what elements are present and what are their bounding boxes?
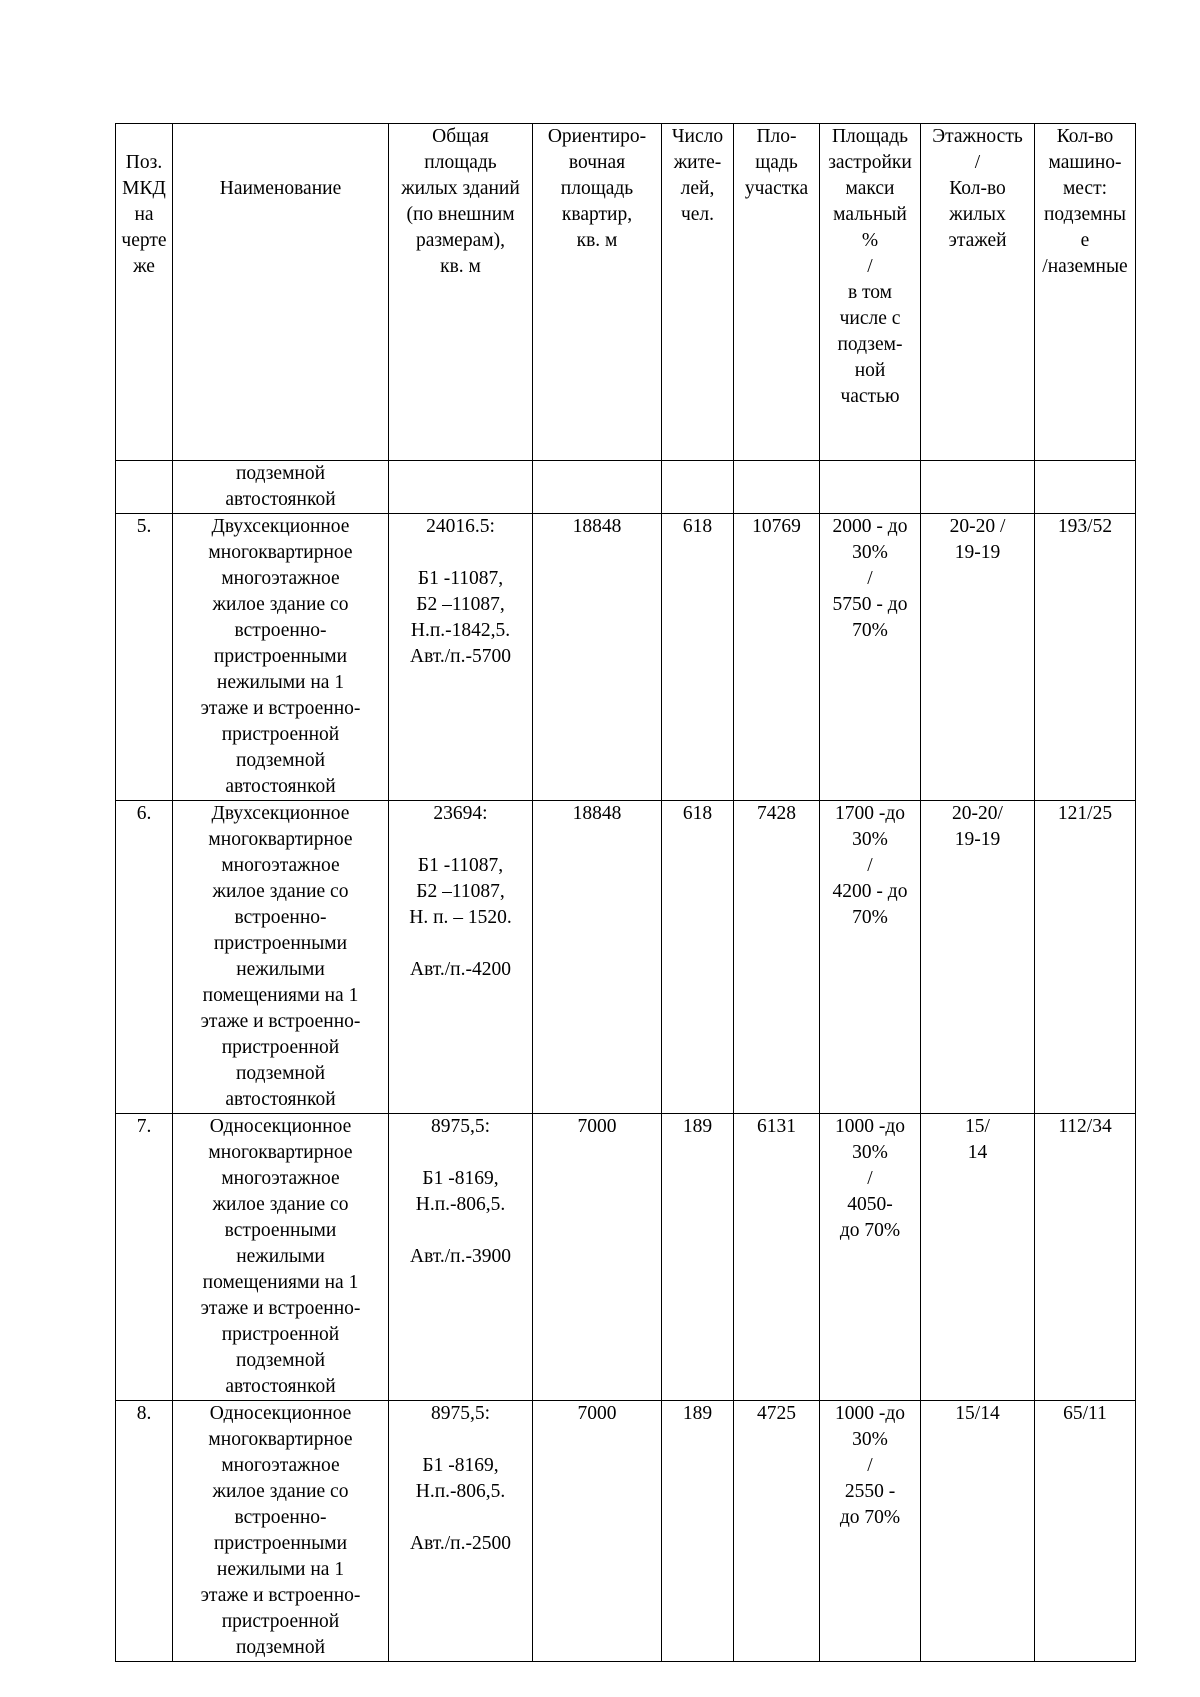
header-cell-plot-area: Пло- щадь участка: [734, 124, 820, 461]
cell-parking: 112/34: [1035, 1114, 1136, 1401]
header-cell-residents: Число жите- лей, чел.: [662, 124, 734, 461]
table-row: [116, 1401, 1136, 1662]
cell-name: Односекционное многоквартирное многоэтажное жилое здание со встроенно- пристроенными нежилыми на 1 этаже и встроенно- пристроенной подземной: [173, 1401, 389, 1662]
cont-cell-plot-area: [734, 461, 820, 514]
cont-cell-parking: [1035, 461, 1136, 514]
cell-pos: 5.: [116, 514, 173, 801]
cont-cell-pos: [116, 461, 173, 514]
cell-total-area: 23694: Б1 -11087, Б2 –11087, Н. п. – 1520. Авт./п.-4200: [389, 801, 533, 1114]
cell-apt-area: 7000: [533, 1401, 662, 1662]
cont-cell-apt-area: [533, 461, 662, 514]
cell-pos: 8.: [116, 1401, 173, 1662]
cont-cell-built-area: [820, 461, 921, 514]
cell-plot-area: 4725: [734, 1401, 820, 1662]
buildings-table: [115, 123, 1136, 1662]
cell-floors: 20-20/ 19-19: [921, 801, 1035, 1114]
cell-apt-area: 18848: [533, 514, 662, 801]
cell-residents: 618: [662, 801, 734, 1114]
cell-residents: 189: [662, 1401, 734, 1662]
cell-parking: 65/11: [1035, 1401, 1136, 1662]
cell-total-area: 8975,5: Б1 -8169, Н.п.-806,5. Авт./п.-3900: [389, 1114, 533, 1401]
cell-pos: 7.: [116, 1114, 173, 1401]
cell-name: Двухсекционное многоквартирное многоэтажное жилое здание со встроенно- пристроенными нежилыми на 1 этаже и встроенно- пристроенной подземной автостоянкой: [173, 514, 389, 801]
cell-residents: 189: [662, 1114, 734, 1401]
table-row: [116, 801, 1136, 1114]
cont-cell-name: подземной автостоянкой: [173, 461, 389, 514]
cell-apt-area: 18848: [533, 801, 662, 1114]
cell-pos: 6.: [116, 801, 173, 1114]
header-cell-parking: Кол-во машино- мест: подземны е /наземные: [1035, 124, 1136, 461]
table-row-continuation: [116, 461, 1136, 514]
cell-parking: 193/52: [1035, 514, 1136, 801]
cell-floors: 15/ 14: [921, 1114, 1035, 1401]
table-row: [116, 1114, 1136, 1401]
cont-cell-residents: [662, 461, 734, 514]
cont-cell-floors: [921, 461, 1035, 514]
cell-apt-area: 7000: [533, 1114, 662, 1401]
cell-plot-area: 6131: [734, 1114, 820, 1401]
table-header-row: [116, 124, 1136, 461]
cell-residents: 618: [662, 514, 734, 801]
cell-built-area: 1700 -до 30% / 4200 - до 70%: [820, 801, 921, 1114]
cont-cell-total-area: [389, 461, 533, 514]
cell-built-area: 1000 -до 30% / 4050- до 70%: [820, 1114, 921, 1401]
cell-plot-area: 7428: [734, 801, 820, 1114]
cell-plot-area: 10769: [734, 514, 820, 801]
table-row: [116, 514, 1136, 801]
header-cell-name: Наименование: [173, 124, 389, 461]
header-cell-total-area: Общая площадь жилых зданий (по внешним размерам), кв. м: [389, 124, 533, 461]
header-cell-floors: Этажность / Кол-во жилых этажей: [921, 124, 1035, 461]
cell-total-area: 8975,5: Б1 -8169, Н.п.-806,5. Авт./п.-2500: [389, 1401, 533, 1662]
header-cell-built-area: Площадь застройки макси мальный % / в том числе с подзем- ной частью: [820, 124, 921, 461]
cell-floors: 20-20 / 19-19: [921, 514, 1035, 801]
cell-built-area: 2000 - до 30% / 5750 - до 70%: [820, 514, 921, 801]
header-cell-apt-area: Ориентиро- вочная площадь квартир, кв. м: [533, 124, 662, 461]
cell-floors: 15/14: [921, 1401, 1035, 1662]
header-cell-pos: Поз. МКД на черте же: [116, 124, 173, 461]
cell-total-area: 24016.5: Б1 -11087, Б2 –11087, Н.п.-1842,5. Авт./п.-5700: [389, 514, 533, 801]
cell-name: Двухсекционное многоквартирное многоэтажное жилое здание со встроенно- пристроенными нежилыми помещениями на 1 этаже и встроенно- пристроенной подземной автостоянкой: [173, 801, 389, 1114]
cell-parking: 121/25: [1035, 801, 1136, 1114]
cell-name: Односекционное многоквартирное многоэтажное жилое здание со встроенными нежилыми помещениями на 1 этаже и встроенно- пристроенной подземной автостоянкой: [173, 1114, 389, 1401]
cell-built-area: 1000 -до 30% / 2550 - до 70%: [820, 1401, 921, 1662]
